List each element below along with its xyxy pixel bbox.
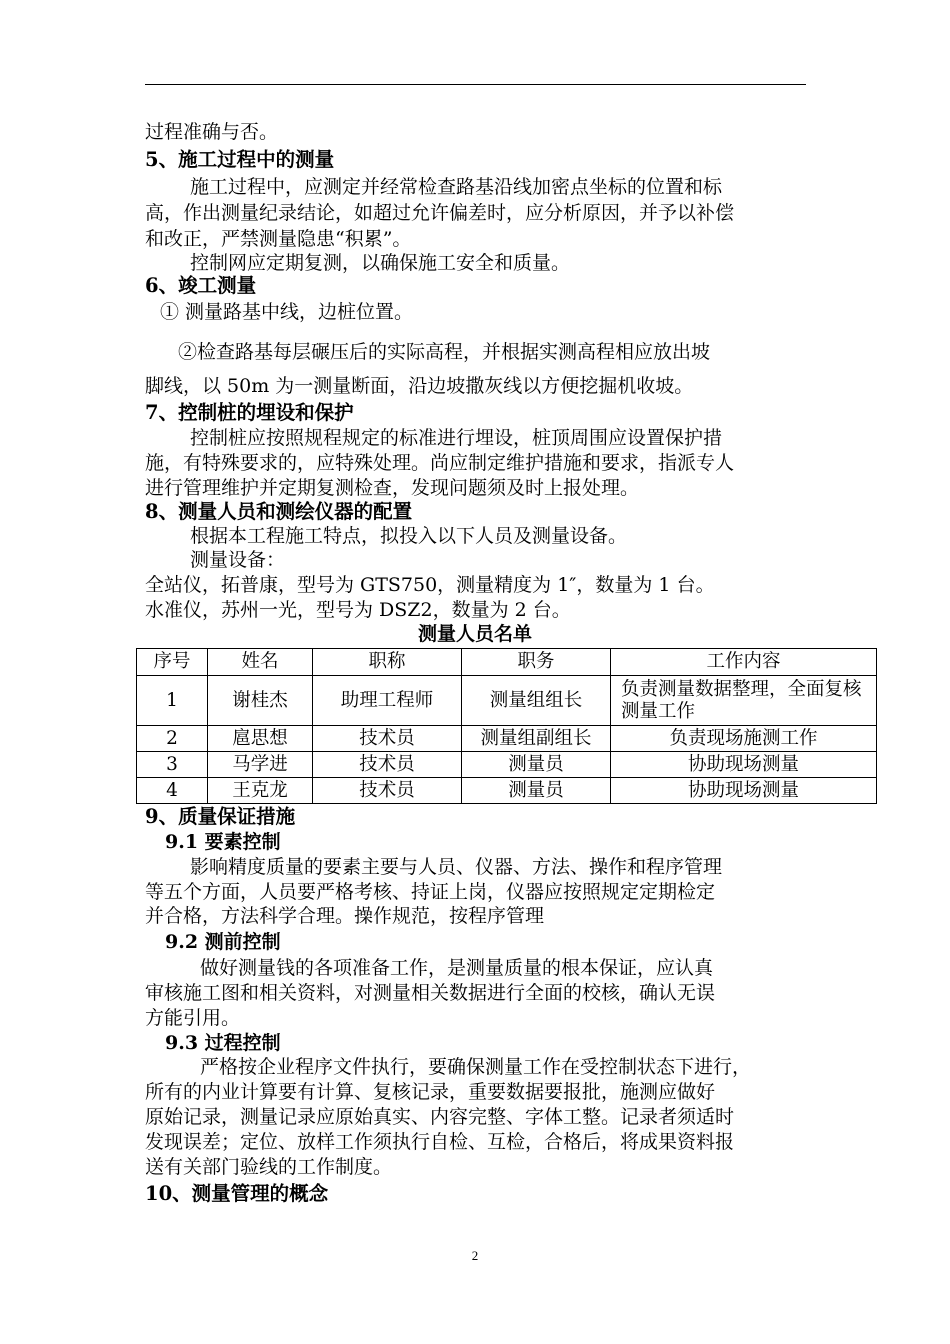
text-line: 等五个方面，人员要严格考核、持证上岗，仪器应按照规定定期检定	[145, 881, 716, 903]
header-cell: 职称	[313, 649, 462, 676]
text-line: 发现误差；定位、放样工作须执行自检、互检，合格后，将成果资料报	[145, 1131, 735, 1153]
table-cell: 3	[137, 752, 208, 778]
table-cell: 1	[137, 676, 208, 726]
text-line: 根据本工程施工特点，拟投入以下人员及测量设备。	[190, 525, 628, 547]
header-cell: 序号	[137, 649, 208, 676]
header-cell: 职务	[462, 649, 611, 676]
table-row	[137, 778, 877, 804]
table-cell: 2	[137, 726, 208, 752]
header-rule	[145, 84, 806, 85]
table-cell: 技术员	[313, 752, 462, 778]
text-line: 审核施工图和相关资料，对测量相关数据进行全面的校核，确认无误	[145, 982, 716, 1004]
header-cell: 姓名	[208, 649, 313, 676]
text-line: 控制网应定期复测，以确保施工安全和质量。	[190, 252, 571, 274]
text-line: 所有的内业计算要有计算、复核记录，重要数据要报批，施测应做好	[145, 1081, 716, 1103]
table-cell: 助理工程师	[313, 676, 462, 726]
table-row	[137, 752, 877, 778]
text-line: 施，有特殊要求的，应特殊处理。尚应制定维护措施和要求，指派专人	[145, 452, 735, 474]
table-cell: 负责现场施测工作	[611, 726, 877, 752]
table-cell: 扈思想	[208, 726, 313, 752]
subsection-heading: 9.1 要素控制	[165, 831, 281, 853]
header-cell: 工作内容	[611, 649, 877, 676]
table-cell: 4	[137, 778, 208, 804]
table-cell: 测量员	[462, 778, 611, 804]
section-heading: 10、测量管理的概念	[145, 1182, 329, 1205]
table-cell: 王克龙	[208, 778, 313, 804]
table-caption: 测量人员名单	[417, 623, 532, 645]
table-cell: 测量组副组长	[462, 726, 611, 752]
staff-table	[136, 648, 877, 804]
text-line: 方能引用。	[145, 1007, 241, 1029]
text-line: 进行管理维护并定期复测检查，发现问题须及时上报处理。	[145, 477, 640, 499]
text-line: 脚线，以 50m 为一测量断面，沿边坡撒灰线以方便挖掘机收坡。	[145, 375, 694, 397]
text-line: 送有关部门验线的工作制度。	[145, 1156, 393, 1178]
section-heading: 8、测量人员和测绘仪器的配置	[145, 500, 413, 523]
text-line: 测量设备：	[190, 549, 286, 571]
table-cell: 技术员	[313, 778, 462, 804]
list-item: ②检查路基每层碾压后的实际高程，并根据实测高程相应放出坡	[178, 341, 711, 363]
subsection-heading: 9.3 过程控制	[165, 1032, 281, 1054]
page-number: 2	[471, 1248, 479, 1263]
text-line: 过程准确与否。	[145, 121, 279, 143]
table-header-row	[137, 649, 877, 676]
table-cell: 协助现场测量	[611, 752, 877, 778]
text-line: 原始记录，测量记录应原始真实、内容完整、字体工整。记录者须适时	[145, 1106, 735, 1128]
table-cell: 负责测量数据整理，全面复核测量工作	[611, 676, 877, 726]
text-line: 高，作出测量纪录结论，如超过允许偏差时，应分析原因，并予以补偿	[145, 202, 735, 224]
table-row	[137, 676, 877, 726]
table-cell: 协助现场测量	[611, 778, 877, 804]
subsection-heading: 9.2 测前控制	[165, 931, 281, 953]
table-cell: 测量员	[462, 752, 611, 778]
table-cell: 马学进	[208, 752, 313, 778]
section-heading: 5、施工过程中的测量	[145, 148, 335, 171]
text-line: 严格按企业程序文件执行，要确保测量工作在受控制状态下进行，	[200, 1056, 752, 1078]
list-item: ① 测量路基中线，边桩位置。	[160, 301, 414, 323]
text-line: 做好测量钱的各项准备工作，是测量质量的根本保证，应认真	[200, 957, 714, 979]
table-cell: 技术员	[313, 726, 462, 752]
section-heading: 9、质量保证措施	[145, 805, 296, 828]
text-line: 影响精度质量的要素主要与人员、仪器、方法、操作和程序管理	[190, 856, 723, 878]
section-heading: 7、控制桩的埋设和保护	[145, 401, 354, 424]
table-row	[137, 726, 877, 752]
section-heading: 6、竣工测量	[145, 274, 257, 297]
text-line: 控制桩应按照规程规定的标准进行埋设，桩顶周围应设置保护措	[190, 427, 723, 449]
table-cell: 谢桂杰	[208, 676, 313, 726]
text-line: 施工过程中，应测定并经常检查路基沿线加密点坐标的位置和标	[190, 176, 723, 198]
text-line: 和改正，严禁测量隐患“积累”。	[145, 228, 412, 250]
text-line: 全站仪，拓普康，型号为 GTS750，测量精度为 1″，数量为 1 台。	[145, 574, 715, 596]
table-cell: 测量组组长	[462, 676, 611, 726]
text-line: 水准仪，苏州一光，型号为 DSZ2，数量为 2 台。	[145, 599, 571, 621]
text-line: 并合格，方法科学合理。操作规范，按程序管理	[145, 905, 545, 927]
